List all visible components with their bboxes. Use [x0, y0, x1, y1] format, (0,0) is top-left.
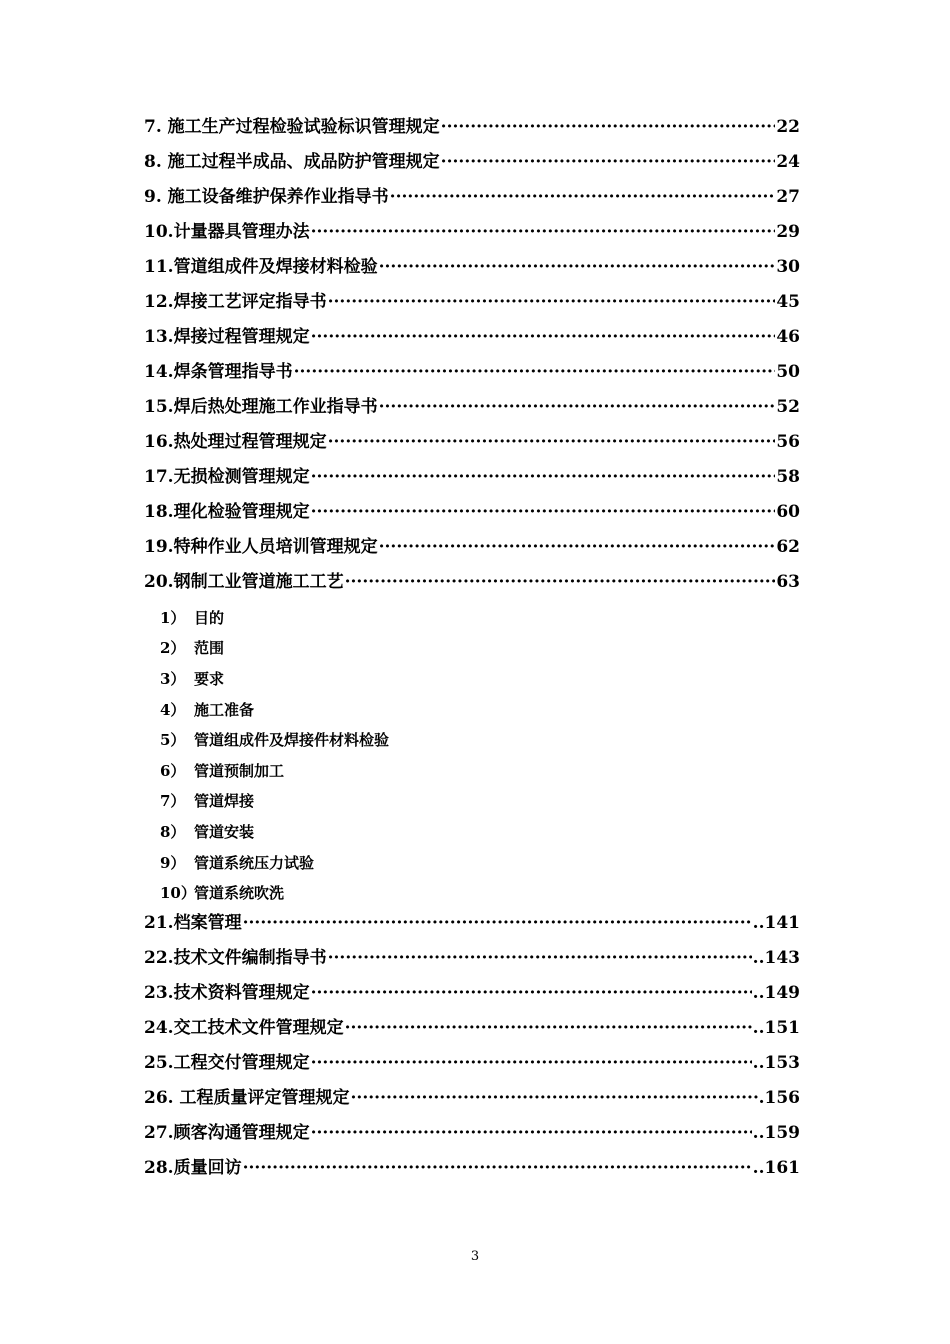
toc-leader-dots: [243, 1158, 752, 1178]
toc-sub-item[interactable]: [144, 847, 800, 878]
toc-entry-page: 52: [776, 397, 800, 417]
toc-entry[interactable]: [144, 943, 800, 978]
toc-sub-item[interactable]: [144, 755, 800, 786]
toc-leader-dots: [328, 432, 776, 452]
toc-leader-dots: [311, 222, 776, 242]
toc-leader-dots: [390, 187, 776, 207]
toc-entry-page: 24: [776, 152, 800, 172]
toc-entry-page: ..143: [752, 947, 800, 968]
toc-entry[interactable]: [144, 112, 800, 147]
toc-entry-page: 63: [776, 572, 800, 592]
toc-entry-page: 30: [776, 257, 800, 277]
toc-entry-title: 18.理化检验管理规定: [144, 502, 310, 522]
toc-sub-item-number: 1）: [160, 608, 186, 627]
toc-entry-title: 26. 工程质量评定管理规定: [144, 1087, 350, 1108]
toc-sub-item-title: 管道安装: [194, 822, 255, 841]
toc-sub-item[interactable]: [144, 816, 800, 847]
toc-entry[interactable]: [144, 1083, 800, 1118]
toc-sub-item[interactable]: [144, 602, 800, 633]
toc-sub-item-number: 2）: [160, 639, 186, 658]
toc-entry[interactable]: [144, 322, 800, 357]
toc-entry[interactable]: [144, 1048, 800, 1083]
toc-entry-title: 15.焊后热处理施工作业指导书: [144, 397, 378, 417]
toc-entry-title: 10.计量器具管理办法: [144, 222, 310, 242]
toc-sub-item-title: 管道组成件及焊接件材料检验: [194, 731, 390, 750]
toc-leader-dots: [311, 1123, 752, 1143]
toc-sub-item-number: 8）: [160, 822, 186, 841]
toc-entry-page: ..153: [752, 1052, 800, 1073]
toc-leader-dots: [379, 537, 776, 557]
toc-entry-title: 19.特种作业人员培训管理规定: [144, 537, 378, 557]
toc-entry-page: 58: [776, 467, 800, 487]
toc-entry-title: 12.焊接工艺评定指导书: [144, 292, 327, 312]
toc-entry[interactable]: [144, 252, 800, 287]
toc-entry[interactable]: [144, 1118, 800, 1153]
toc-entry-page: 62: [776, 537, 800, 557]
toc-entry-page: ..151: [752, 1017, 800, 1038]
toc-sub-item-number: 3）: [160, 669, 186, 688]
toc-sub-item-title: 目的: [194, 608, 225, 627]
toc-sub-item[interactable]: [144, 786, 800, 817]
toc-leader-dots: [379, 397, 776, 417]
toc-entry-page: 56: [776, 432, 800, 452]
toc-entry-page: 46: [776, 327, 800, 347]
toc-leader-dots: [441, 152, 776, 172]
toc-entry-title: 16.热处理过程管理规定: [144, 432, 327, 452]
toc-leader-dots: [311, 467, 776, 487]
toc-sub-item-title: 管道焊接: [194, 792, 255, 811]
toc-entry[interactable]: [144, 392, 800, 427]
toc-entry[interactable]: [144, 1153, 800, 1188]
toc-leader-dots: [243, 913, 752, 933]
toc-entry-page: 22: [776, 117, 800, 137]
toc-entry-page: 60: [776, 502, 800, 522]
toc-sub-item-number: 7）: [160, 792, 186, 811]
toc-entry-page: .156: [758, 1087, 800, 1108]
toc-entry-title: 24.交工技术文件管理规定: [144, 1017, 344, 1038]
toc-entry-page: 27: [776, 187, 800, 207]
toc-sub-item-title: 管道系统吹洗: [194, 884, 285, 903]
toc-entry[interactable]: [144, 497, 800, 532]
toc-leader-dots: [294, 362, 776, 382]
toc-sub-item-number: 6）: [160, 761, 186, 780]
toc-entry[interactable]: [144, 567, 800, 602]
toc-entry-title: 13.焊接过程管理规定: [144, 327, 310, 347]
toc-leader-dots: [441, 117, 776, 137]
toc-entry-title: 21.档案管理: [144, 912, 242, 933]
toc-entry-page: ..161: [752, 1157, 800, 1178]
toc-leader-dots: [311, 502, 776, 522]
toc-entry-page: 45: [776, 292, 800, 312]
toc-entry[interactable]: [144, 978, 800, 1013]
toc-entry-title: 27.顾客沟通管理规定: [144, 1122, 310, 1143]
toc-entry[interactable]: [144, 182, 800, 217]
toc-sub-list: [144, 602, 800, 908]
toc-entry[interactable]: [144, 462, 800, 497]
toc-leader-dots: [345, 572, 776, 592]
toc-leader-dots: [351, 1088, 758, 1108]
table-of-contents: [144, 112, 800, 1188]
toc-entry-title: 17.无损检测管理规定: [144, 467, 310, 487]
toc-entry-page: ..149: [752, 982, 800, 1003]
toc-leader-dots: [328, 948, 752, 968]
toc-sub-item-title: 管道系统压力试验: [194, 853, 315, 872]
toc-entry[interactable]: [144, 1013, 800, 1048]
toc-sub-item-number: 9）: [160, 853, 186, 872]
toc-sub-item-title: 施工准备: [194, 700, 255, 719]
toc-entry-title: 20.钢制工业管道施工工艺: [144, 572, 344, 592]
toc-entry[interactable]: [144, 532, 800, 567]
toc-sub-item-title: 要求: [194, 669, 225, 688]
toc-entry-title: 28.质量回访: [144, 1157, 242, 1178]
toc-entry[interactable]: [144, 147, 800, 182]
toc-sub-item[interactable]: [144, 694, 800, 725]
toc-leader-dots: [311, 1053, 752, 1073]
page-number: 3: [470, 1249, 480, 1264]
toc-sub-item[interactable]: [144, 633, 800, 664]
toc-entry-title: 7. 施工生产过程检验试验标识管理规定: [144, 117, 440, 137]
toc-leader-dots: [379, 257, 776, 277]
toc-leader-dots: [311, 983, 752, 1003]
toc-entry[interactable]: [144, 908, 800, 943]
toc-sub-item[interactable]: [144, 724, 800, 755]
toc-leader-dots: [311, 327, 776, 347]
toc-entry-page: ..159: [752, 1122, 800, 1143]
toc-entry-title: 23.技术资料管理规定: [144, 982, 310, 1003]
toc-entry-page: 29: [776, 222, 800, 242]
toc-leader-dots: [345, 1018, 752, 1038]
toc-entry-title: 8. 施工过程半成品、成品防护管理规定: [144, 152, 440, 172]
toc-sub-item-number: 4）: [160, 700, 186, 719]
toc-entry[interactable]: [144, 357, 800, 392]
toc-entry-title: 14.焊条管理指导书: [144, 362, 293, 382]
toc-sub-item[interactable]: [144, 663, 800, 694]
toc-entry-title: 22.技术文件编制指导书: [144, 947, 327, 968]
toc-sub-item[interactable]: [144, 877, 800, 908]
toc-entry-page: ..141: [752, 912, 800, 933]
toc-sub-item-number: 5）: [160, 731, 186, 750]
toc-sub-item-number: 10）: [160, 884, 196, 903]
toc-sub-item-title: 范围: [194, 639, 225, 658]
toc-entry[interactable]: [144, 217, 800, 252]
toc-leader-dots: [328, 292, 776, 312]
toc-entry-page: 50: [776, 362, 800, 382]
toc-entry-title: 25.工程交付管理规定: [144, 1052, 310, 1073]
toc-entry-title: 11.管道组成件及焊接材料检验: [144, 257, 378, 277]
toc-sub-item-title: 管道预制加工: [194, 761, 285, 780]
toc-entry-title: 9. 施工设备维护保养作业指导书: [144, 187, 389, 207]
toc-entry[interactable]: [144, 287, 800, 322]
toc-entry[interactable]: [144, 427, 800, 462]
